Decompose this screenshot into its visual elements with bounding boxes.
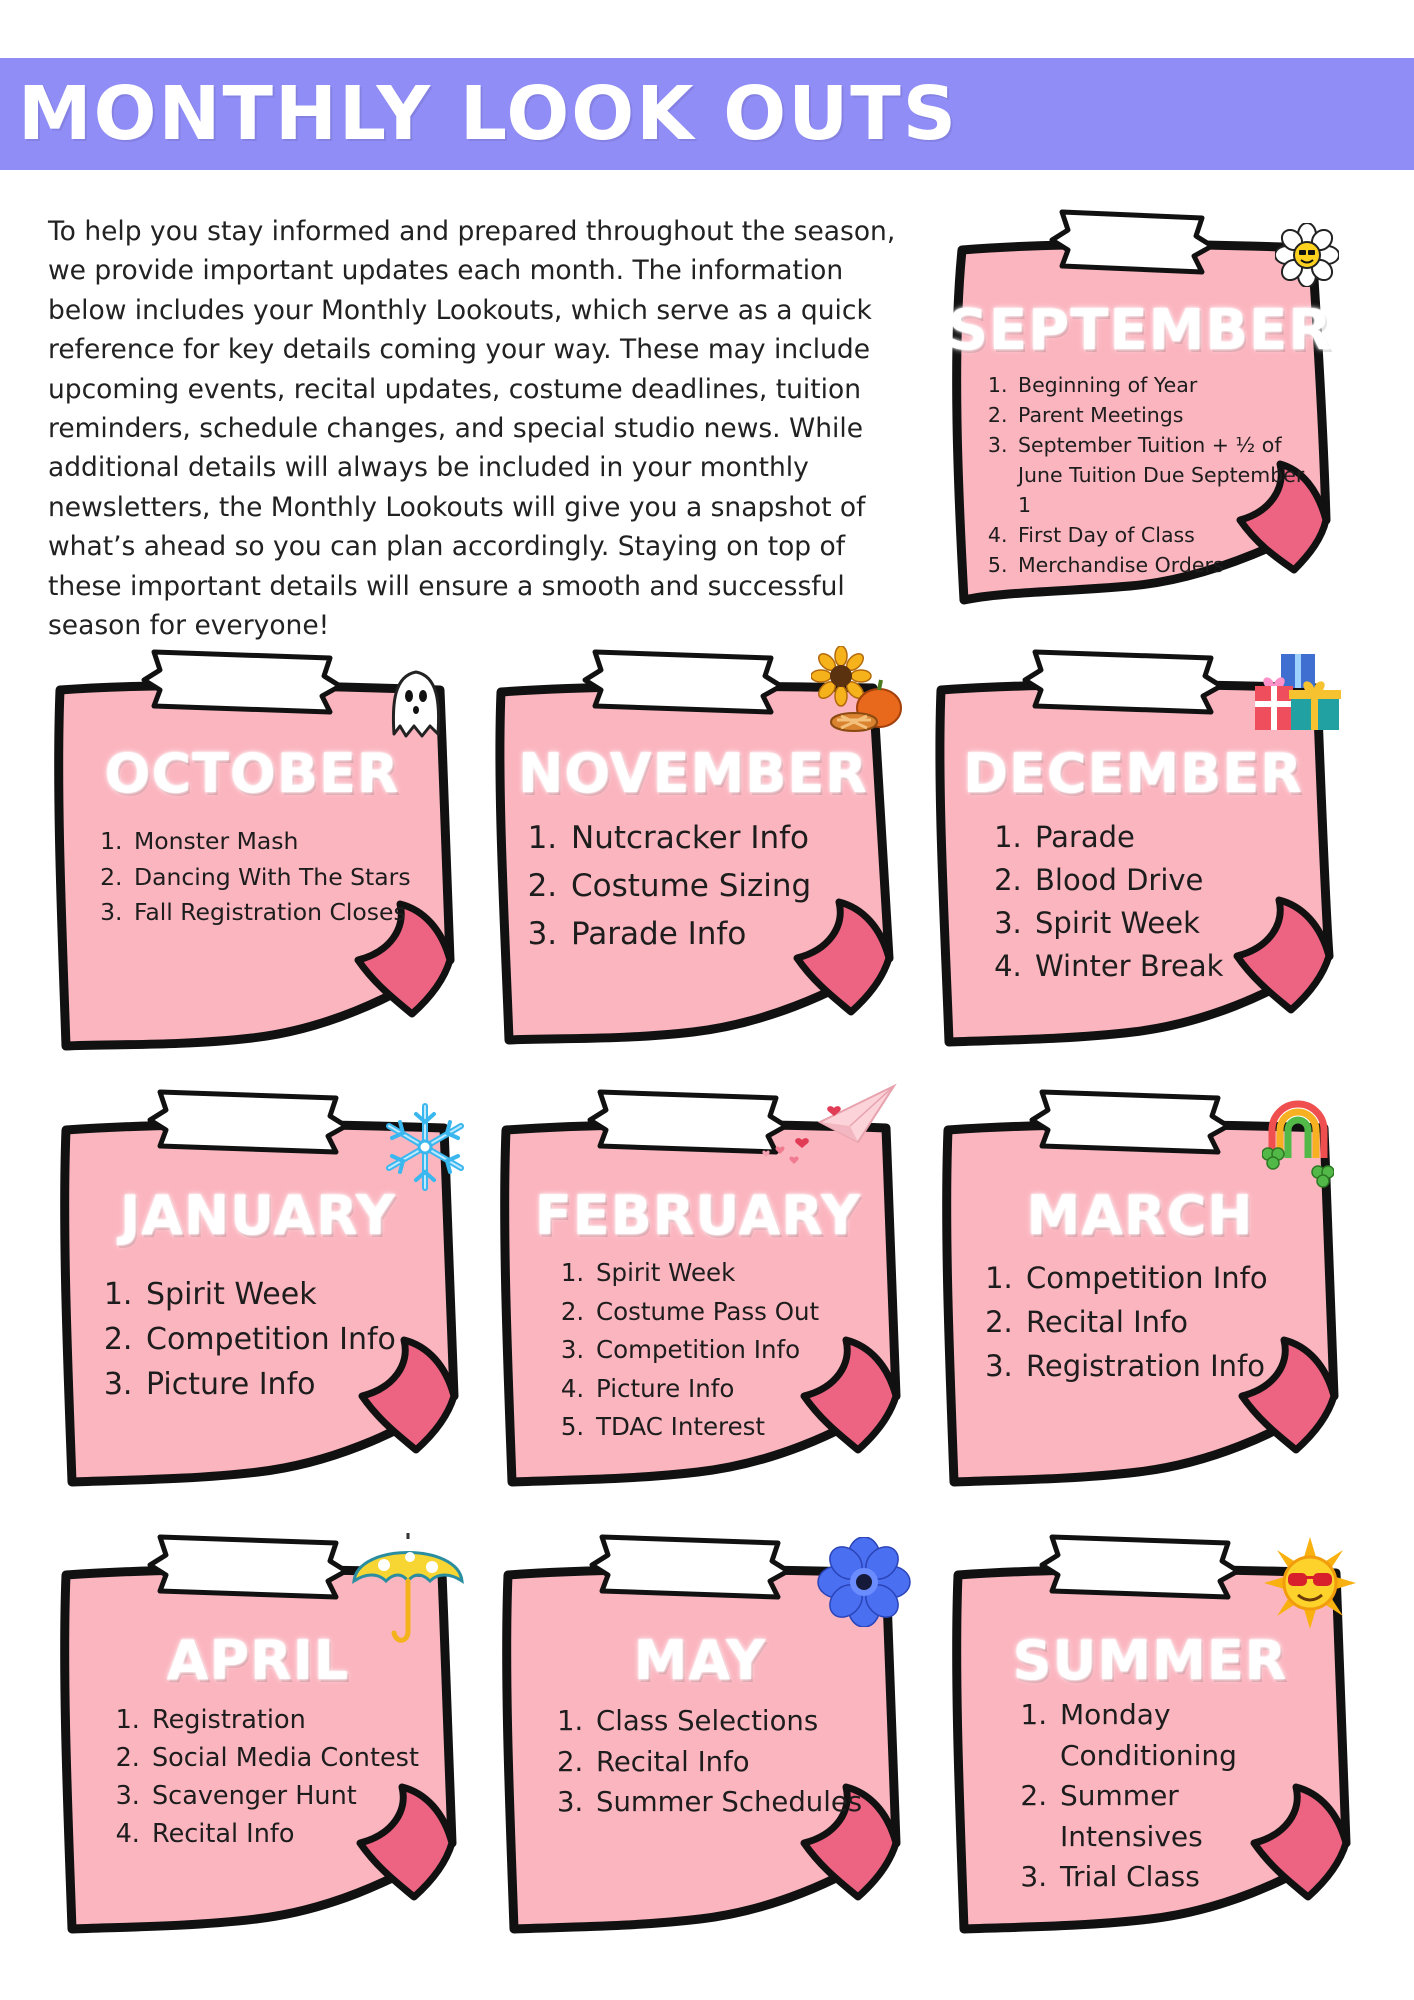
month-note-january: [58, 1100, 458, 1500]
umbrella-icon: [350, 1527, 466, 1649]
month-note-may: [500, 1545, 900, 1945]
item-list: [541, 814, 887, 958]
item-list: [122, 1701, 448, 1853]
page-title: MONTHLY LOOK OUTS: [18, 71, 959, 157]
month-title: NOVEMBER: [518, 742, 868, 805]
list-item: 1. Beginning of Year: [1014, 370, 1314, 400]
item-list: [116, 1272, 462, 1407]
list-item: 4. First Day of Class: [1014, 520, 1314, 550]
list-item: 3. Picture Info: [142, 1362, 462, 1407]
list-item: 4. Winter Break: [1031, 945, 1331, 988]
list-item: 2. Blood Drive: [1031, 859, 1331, 902]
list-item: 3. Trial Class: [1056, 1857, 1316, 1898]
list-item: 2. Dancing With The Stars: [130, 860, 430, 896]
list-item: 2. Recital Info: [1022, 1300, 1342, 1344]
month-note-april: [58, 1545, 458, 1945]
list-item: 3. Summer Schedules: [592, 1782, 912, 1823]
item-list: [988, 370, 1314, 580]
item-list: [996, 1256, 1342, 1388]
list-item: 1. Registration: [148, 1701, 448, 1739]
list-item: 5. Merchandise Orders: [1014, 550, 1314, 580]
list-item: 3. Registration Info: [1022, 1344, 1342, 1388]
list-item: 3. Fall Registration Closes: [130, 895, 430, 931]
list-item: 1. Monster Mash: [130, 824, 430, 860]
sun-sunglasses-icon: [1262, 1535, 1358, 1631]
list-item: 3. Scavenger Hunt: [148, 1777, 448, 1815]
header-banner: [0, 58, 1414, 170]
month-title: DECEMBER: [963, 742, 1303, 805]
daisy-icon: [1275, 223, 1339, 287]
month-title: FEBRUARY: [534, 1184, 862, 1247]
gift-boxes-icon: [1251, 646, 1347, 742]
list-item: 2. Recital Info: [592, 1742, 912, 1783]
item-list: [1005, 816, 1331, 988]
list-item: 1. Spirit Week: [142, 1272, 462, 1317]
month-title: JANUARY: [120, 1184, 396, 1247]
sunflower-pumpkin-pie-icon: [811, 646, 903, 742]
list-item: 1. Nutcracker Info: [567, 814, 887, 862]
month-title: OCTOBER: [104, 742, 400, 805]
month-title: SUMMER: [1012, 1629, 1288, 1692]
month-title: APRIL: [166, 1629, 350, 1692]
ghost-icon: [384, 664, 448, 744]
list-item: 2. Costume Sizing: [567, 862, 887, 910]
month-title: MARCH: [1026, 1184, 1254, 1247]
month-note-november: [493, 660, 893, 1060]
item-list: [104, 824, 430, 931]
month-note-september: [940, 220, 1340, 610]
list-item: 3. Spirit Week: [1031, 902, 1331, 945]
list-item: 2. Summer Intensives: [1056, 1776, 1316, 1857]
paper-plane-hearts-icon: [760, 1082, 900, 1172]
month-title: SEPTEMBER: [947, 298, 1333, 363]
item-list: [566, 1701, 912, 1823]
list-item: 3. September Tuition + ½ of June Tuition Due September 1: [1014, 430, 1314, 520]
list-item: 2. Costume Pass Out: [592, 1293, 912, 1332]
item-list: [1030, 1695, 1316, 1898]
list-item: 4. Recital Info: [148, 1815, 448, 1853]
list-item: 2. Parent Meetings: [1014, 400, 1314, 430]
list-item: 3. Parade Info: [567, 910, 887, 958]
month-note-october: [52, 660, 452, 1060]
snowflake-icon: [378, 1100, 472, 1194]
blue-flower-icon: [816, 1537, 912, 1627]
list-item: 4. Picture Info: [592, 1370, 912, 1409]
list-item: 2. Competition Info: [142, 1317, 462, 1362]
rainbow-clover-icon: [1262, 1094, 1334, 1190]
list-item: 5. TDAC Interest: [592, 1408, 912, 1447]
month-note-march: [940, 1100, 1340, 1500]
list-item: 1. Parade: [1031, 816, 1331, 859]
list-item: 1. Monday Conditioning: [1056, 1695, 1316, 1776]
list-item: 2. Social Media Contest: [148, 1739, 448, 1777]
intro-paragraph: To help you stay informed and prepared throughout the season, we provide important updates each month. The information below includes your Monthly Lookouts, which serve as a quick reference for key details coming your way. These may include upcoming events, recital updates, costume deadlines, tuition reminders, schedule changes, and special studio news. While additional details will always be included in your monthly newsletters, the Monthly Lookouts will give you a snapshot of what’s ahead so you can plan accordingly. Staying on top of these important details will ensure a smooth and successful season for everyone!: [48, 216, 896, 642]
month-note-december: [933, 660, 1333, 1060]
item-list: [566, 1254, 912, 1447]
list-item: 1. Spirit Week: [592, 1254, 912, 1293]
list-item: 1. Competition Info: [1022, 1256, 1342, 1300]
month-title: MAY: [633, 1629, 767, 1692]
list-item: 1. Class Selections: [592, 1701, 912, 1742]
month-note-february: [498, 1100, 898, 1500]
list-item: 3. Competition Info: [592, 1331, 912, 1370]
month-note-summer: [950, 1545, 1350, 1945]
